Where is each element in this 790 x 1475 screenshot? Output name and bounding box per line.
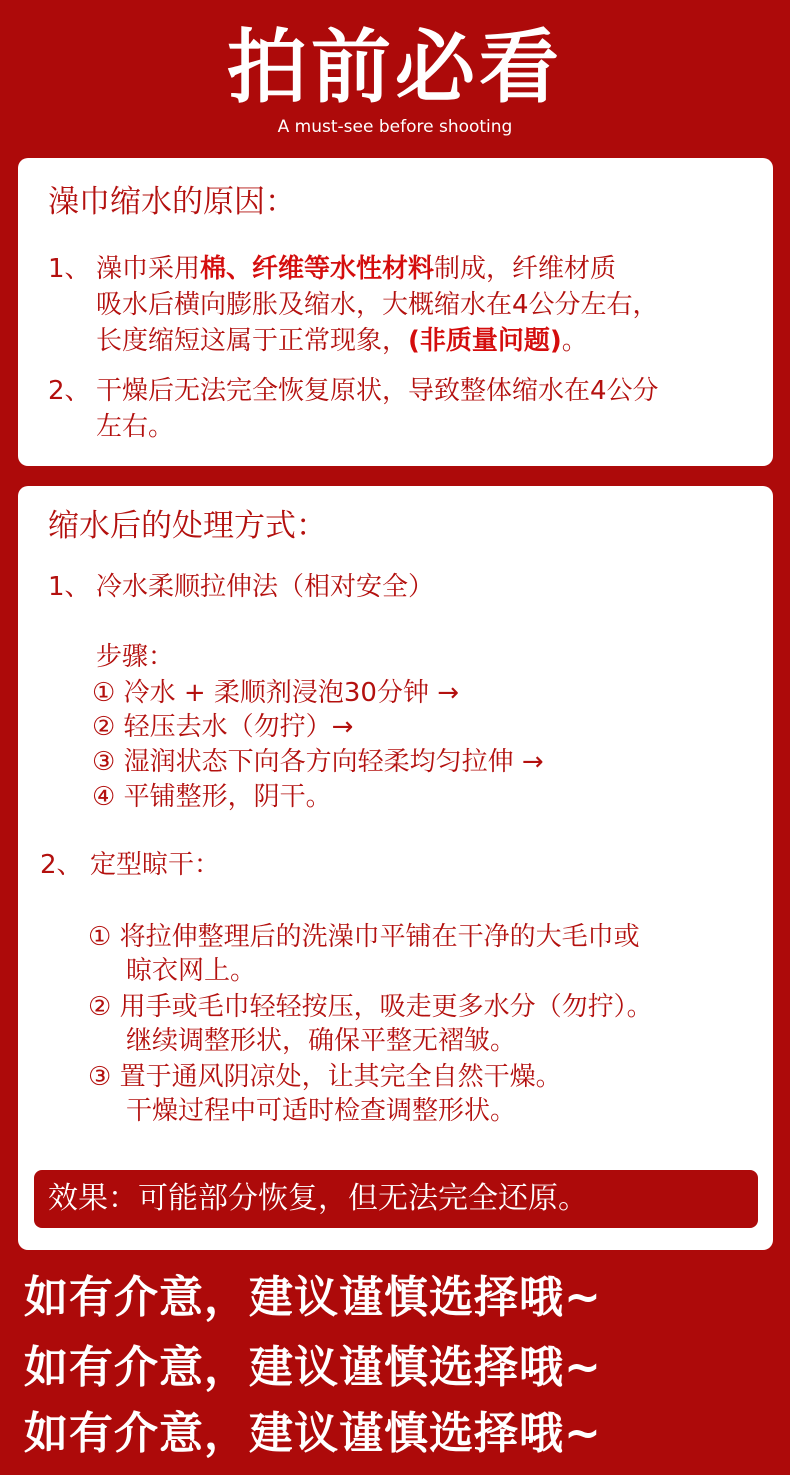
reason-1-material-emphasis: 棉、纤维等水性材料 (200, 254, 435, 284)
page-subtitle: A must-see before shooting (277, 117, 513, 137)
step-1: ① 冷水 + 柔顺剂浸泡30分钟 → (92, 678, 460, 708)
warning-line-1: 如有介意，建议谨慎选择哦~ (24, 1272, 602, 1323)
steps-label: 步骤： (96, 642, 175, 672)
method-2-title: 定型晾干： (90, 850, 221, 880)
shrink-reason-heading: 澡巾缩水的原因： (48, 184, 296, 220)
reason-1-line-2: 吸水后横向膨胀及缩水，大概缩水在4公分左右， (96, 290, 659, 320)
step-2: ② 轻压去水（勿拧）→ (92, 712, 354, 742)
shrink-reason-card (18, 158, 773, 466)
page-title: 拍前必看 (227, 21, 563, 114)
reason-1-text-normal: 长度缩短这属于正常现象， (96, 326, 409, 356)
method-1-number: 1、 (48, 572, 91, 602)
reason-1-line-3 (96, 324, 588, 358)
method-2-number: 2、 (40, 850, 83, 880)
dry-step-3-line-1: ③ 置于通风阴凉处，让其完全自然干燥。 (88, 1062, 562, 1092)
dry-step-1-line-2: 晾衣网上。 (126, 956, 257, 986)
header (0, 0, 790, 155)
reason-1-number: 1、 (48, 254, 91, 284)
warning-line-3: 如有介意，建议谨慎选择哦~ (24, 1408, 602, 1459)
reason-1-text-a: 澡巾采用 (96, 254, 201, 284)
reason-1-text-end: 。 (561, 326, 588, 356)
reason-1-quality-emphasis: (非质量问题) (408, 326, 562, 356)
reason-1-line-1 (96, 252, 616, 286)
reason-2-line-2: 左右。 (96, 412, 175, 442)
reason-2-line-1: 干燥后无法完全恢复原状，导致整体缩水在4公分 (96, 376, 659, 406)
dry-step-2-line-2: 继续调整形状，确保平整无褶皱。 (126, 1026, 517, 1056)
step-4: ④ 平铺整形，阴干。 (92, 782, 332, 812)
dry-step-2-line-1: ② 用手或毛巾轻轻按压，吸走更多水分（勿拧）。 (88, 992, 653, 1022)
treatment-card (18, 486, 773, 1250)
treatment-heading: 缩水后的处理方式： (48, 508, 327, 544)
warning-line-2: 如有介意，建议谨慎选择哦~ (24, 1342, 602, 1393)
method-1-title: 冷水柔顺拉伸法（相对安全） (96, 572, 435, 602)
reason-1-text-c: 制成，纤维材质 (434, 254, 617, 284)
dry-step-3-line-2: 干燥过程中可适时检查调整形状。 (126, 1096, 517, 1126)
reason-2-number: 2、 (48, 376, 91, 406)
effect-banner: 效果：可能部分恢复，但无法完全还原。 (34, 1170, 758, 1228)
step-3: ③ 湿润状态下向各方向轻柔均匀拉伸 → (92, 747, 544, 777)
dry-step-1-line-1: ① 将拉伸整理后的洗澡巾平铺在干净的大毛巾或 (88, 922, 640, 952)
